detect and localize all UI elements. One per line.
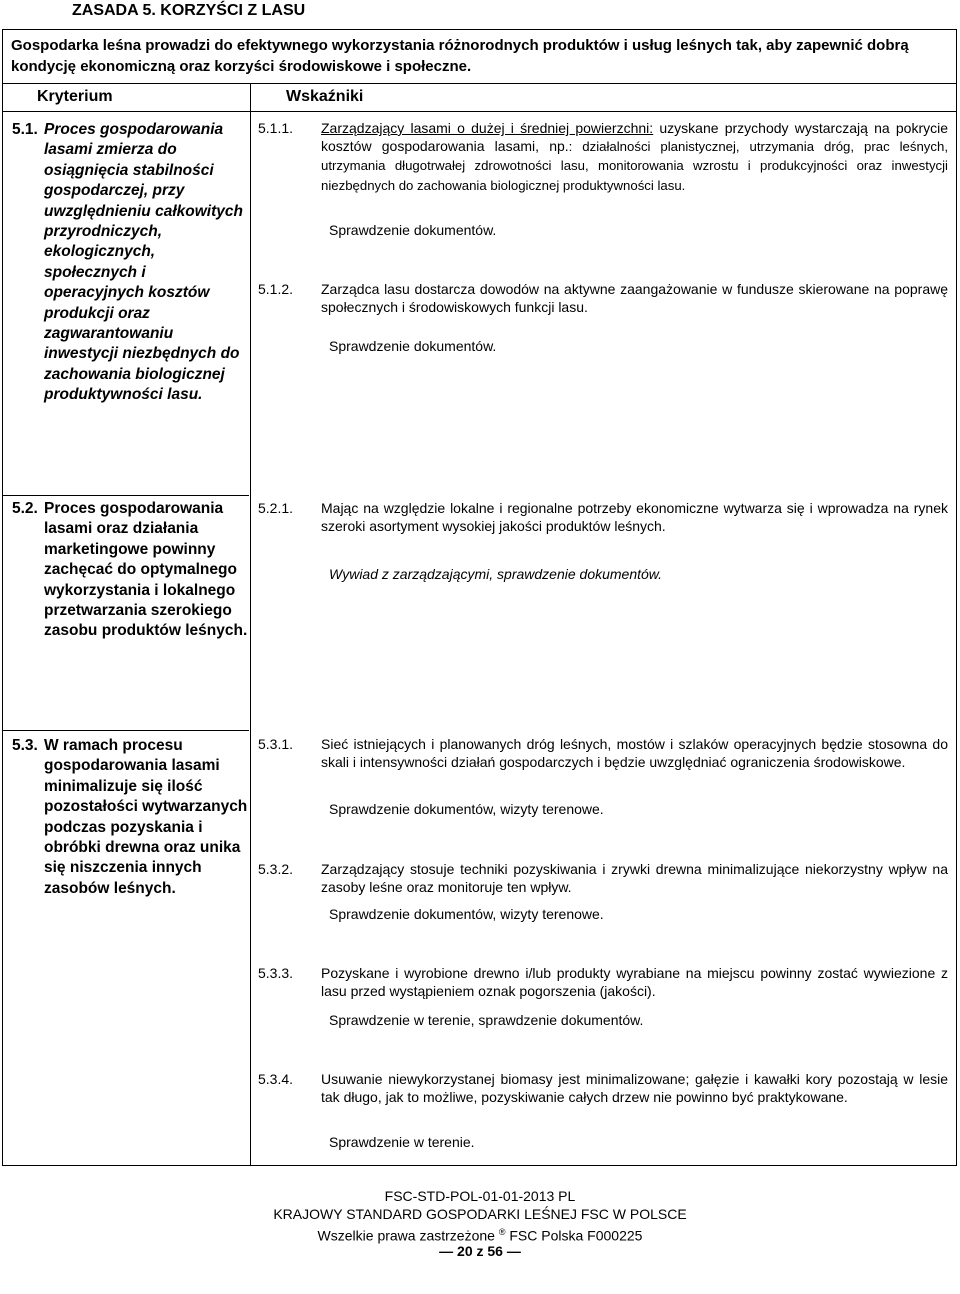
indicator-text [321, 119, 948, 195]
indicator-number: 5.3.4. [258, 1071, 294, 1087]
indicator-number: 5.3.3. [258, 965, 294, 981]
verification-5-1-2: Sprawdzenie dokumentów. [329, 338, 497, 354]
criterion-text: W ramach procesu gospodarowania lasami minimalizuje się ilość pozostałości wytwarzanych podczas pozyskania i obróbki drewna oraz unika się niszczenia innych zasobów leśnych. [44, 737, 248, 897]
indicator-5-3-3 [258, 964, 948, 1000]
criterion-5-2 [12, 499, 248, 642]
registered-mark: ® [498, 1227, 506, 1237]
header-indicators: Wskaźniki [286, 88, 364, 105]
criterion-text: Proces gospodarowania lasami oraz działania marketingowe powinny zachęcać do optymalnego wykorzystania i lokalnego przetwarzania szerokiego zasobu produktów leśnych. [44, 500, 248, 640]
footer-code: FSC-STD-POL-01-01-2013 PL [384, 1188, 576, 1204]
verification-5-2-1: Wywiad z zarządzającymi, sprawdzenie dokumentów. [329, 566, 663, 582]
indicator-text-detail: : działalności planistycznej, utrzymania dróg, prac leśnych, utrzymania długotrwałej zdrowotności lasu, monitorowania wzrostu i produkcyjności oraz inwestycji niezbędnych do zachowania biologicznej produktywności lasu. [321, 139, 948, 193]
header-criterion: Kryterium [37, 88, 113, 105]
indicator-number: 5.2.1. [258, 500, 294, 516]
indicator-5-3-1 [258, 735, 948, 771]
footer-org: FSC Polska F000225 [509, 1227, 643, 1244]
footer-standard: KRAJOWY STANDARD GOSPODARKI LEŚNEJ FSC W POLSCE [273, 1206, 687, 1222]
column-divider [250, 84, 251, 1165]
indicator-text: Zarządca lasu dostarcza dowodów na aktywne zaangażowanie w fundusze skierowane na poprawę społecznych i środowiskowych funkcji lasu. [321, 281, 948, 316]
principle-intro: Gospodarka leśna prowadzi do efektywnego wykorzystania różnorodnych produktów i usług leśnych tak, aby zapewnić dobrą kondycję ekonomiczną oraz korzyści środowiskowe i społeczne. [3, 30, 956, 84]
header-divider [3, 111, 956, 112]
page-number: — 20 z 56 — [439, 1243, 521, 1259]
verification-5-3-1: Sprawdzenie dokumentów, wizyty terenowe. [329, 801, 604, 817]
criterion-number: 5.3. [12, 737, 38, 754]
indicator-5-1-1 [258, 119, 948, 195]
row-divider [3, 495, 249, 496]
page-title: ZASADA 5. KORZYŚCI Z LASU [72, 2, 306, 19]
indicator-5-3-2 [258, 860, 948, 896]
verification-5-1-1: Sprawdzenie dokumentów. [329, 222, 497, 238]
criterion-5-3 [12, 736, 248, 899]
indicator-5-2-1 [258, 499, 948, 535]
criterion-5-1 [12, 120, 248, 406]
indicator-text: Zarządzający stosuje techniki pozyskiwania i zrywki drewna minimalizujące niekorzystny wpływ na zasoby leśne oraz monitoruje ten wpływ. [321, 861, 948, 896]
indicator-number: 5.3.2. [258, 861, 294, 877]
footer-rights [0, 1224, 960, 1245]
indicator-text: Sieć istniejących i planowanych dróg leśnych, mostów i szlaków operacyjnych będzie stosowna do skali i intensywności działań gospodarczych i będzie uwzględniać ograniczenia środowiskowe. [321, 736, 948, 771]
footer-rights-text: Wszelkie prawa zastrzeżone [317, 1227, 495, 1244]
indicator-5-1-2 [258, 280, 948, 316]
indicator-text-main: uzyskane przychody wystarczają na pokrycie kosztów gospodarowania lasami, np. [321, 120, 948, 155]
verification-5-3-2: Sprawdzenie dokumentów, wizyty terenowe. [329, 906, 604, 922]
indicator-text-underlined: Zarządzający lasami o dużej i średniej powierzchni: [321, 120, 654, 136]
row-divider [3, 730, 249, 731]
indicator-text: Mając na względzie lokalne i regionalne potrzeby ekonomiczne wytwarza się i wprowadza na rynek szeroki asortyment wysokiej jakości produktów leśnych. [321, 500, 948, 535]
criterion-number: 5.1. [12, 121, 38, 138]
indicator-number: 5.1.1. [258, 120, 294, 136]
criterion-text: Proces gospodarowania lasami zmierza do osiągnięcia stabilności gospodarczej, przy uwzględnieniu całkowitych przyrodniczych, ekologicznych, społecznych i operacyjnych kosztów produkcji oraz zagwarantowaniu inwestycji niezbędnych do zachowania biologicznej produktywności lasu. [44, 121, 243, 404]
indicator-5-3-4 [258, 1070, 948, 1106]
indicator-number: 5.3.1. [258, 736, 294, 752]
criterion-number: 5.2. [12, 500, 38, 517]
verification-5-3-3: Sprawdzenie w terenie, sprawdzenie dokumentów. [329, 1012, 644, 1028]
indicator-number: 5.1.2. [258, 281, 294, 297]
indicator-text: Pozyskane i wyrobione drewno i/lub produkty wyrabiane na miejscu powinny zostać wywiezione z lasu przed wystąpieniem oznak pogorszenia (jakości). [321, 965, 948, 1000]
indicator-text: Usuwanie niewykorzystanej biomasy jest minimalizowane; gałęzie i kawałki kory pozostają w lesie tak długo, jak to możliwe, pozyskiwanie całych drzew nie powinno być praktykowane. [321, 1071, 948, 1106]
verification-5-3-4: Sprawdzenie w terenie. [329, 1134, 475, 1150]
